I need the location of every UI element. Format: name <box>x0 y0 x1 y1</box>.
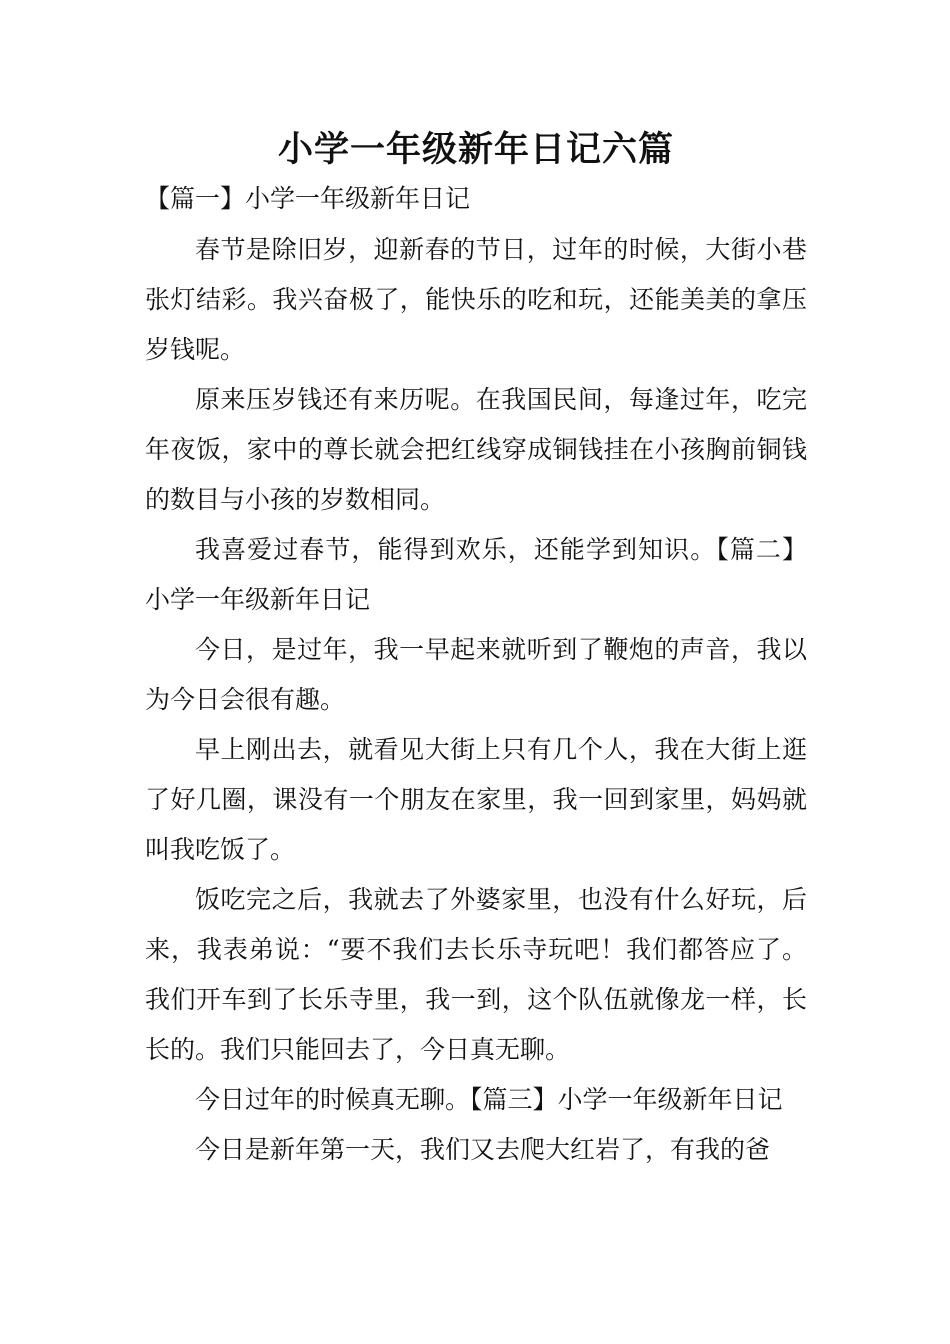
paragraph: 春节是除旧岁，迎新春的节日，过年的时候，大街小巷张灯结彩。我兴奋极了，能快乐的吃和玩，还能美美的拿压岁钱呢。 <box>145 235 807 364</box>
document-body <box>145 225 807 1175</box>
document-title: 小学一年级新年日记六篇 <box>277 129 674 170</box>
section-heading: 【篇一】小学一年级新年日记 <box>145 184 471 213</box>
paragraph: 我喜爱过春节，能得到欢乐，还能学到知识。【篇二】小学一年级新年日记 <box>145 535 807 614</box>
paragraph: 今日，是过年，我一早起来就听到了鞭炮的声音，我以为今日会很有趣。 <box>145 635 807 714</box>
paragraph: 今日是新年第一天，我们又去爬大红岩了，有我的爸 <box>195 1135 771 1164</box>
paragraph: 原来压岁钱还有来历呢。在我国民间，每逢过年，吃完年夜饭，家中的尊长就会把红线穿成铜钱挂在小孩胸前铜钱的数目与小孩的岁数相同。 <box>145 385 807 514</box>
paragraph: 早上刚出去，就看见大街上只有几个人，我在大街上逛了好几圈，课没有一个朋友在家里，我一回到家里，妈妈就叫我吃饭了。 <box>145 735 807 864</box>
paragraph: 饭吃完之后，我就去了外婆家里，也没有什么好玩，后来，我表弟说：“要不我们去长乐寺玩吧！我们都答应了。我们开车到了长乐寺里，我一到，这个队伍就像龙一样，长长的。我们只能回去了，今日真无聊。 <box>145 885 807 1064</box>
paragraph: 今日过年的时候真无聊。【篇三】小学一年级新年日记 <box>195 1085 783 1114</box>
